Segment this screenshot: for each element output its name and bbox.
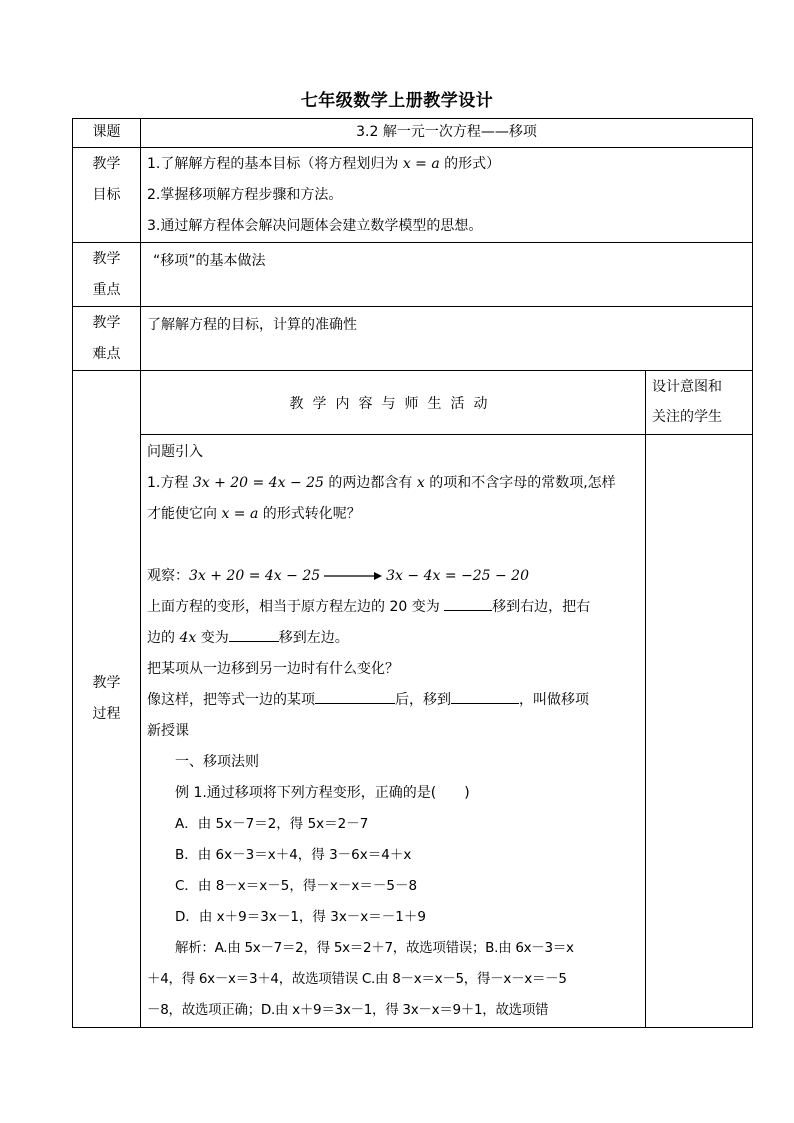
goals-label-line2: 目标 [92,187,121,203]
transform-4x: 4x [179,630,197,646]
side-notes-cell [646,435,753,1028]
analysis-line3: －8，故选项正确；D.由 x＋9＝3x－1，得 3x－x＝9＋1，故选项错 [147,1002,549,1018]
observation-left-eq: 3x + 20 = 4x − 25 [189,568,321,584]
goal-2: 2.掌握移项解方程步骤和方法。 [147,187,343,203]
new-lesson-heading: 新授课 [147,723,189,739]
process-label-line1: 教学 [92,675,121,691]
process-body-row [73,435,753,1028]
lesson-plan-table [72,118,753,1028]
transform-text-c: 边的 [147,630,180,646]
difficulty-label-line2: 难点 [92,346,121,362]
goals-row [73,148,753,243]
option-d: D．由 x＋9＝3x－1，得 3x－x＝－1＋9 [175,909,426,925]
q1-equation-2: x = a [221,506,259,522]
key-row [73,243,753,307]
right-arrow-icon [324,571,382,581]
definition-text-a: 像这样，把等式一边的某项 [147,692,315,708]
key-content: “移项”的基本做法 [141,243,753,307]
question-1-line2 [147,499,639,530]
option-a: A．由 5x－7＝2，得 5x＝2－7 [175,816,369,832]
fill-blank-4[interactable] [451,688,519,704]
content-header-text: 教学内容与师生活动 [289,395,497,412]
goal-1-math: x = a [402,156,440,172]
q1-variable: x [416,475,425,491]
topic-value: 3.2 解一元一次方程——移项 [141,119,753,148]
goals-label-line1: 教学 [92,156,121,172]
process-label-line2: 过程 [92,706,121,722]
option-b: B．由 6x－3＝x＋4，得 3－6x＝4＋x [175,847,412,863]
goals-content [141,148,753,243]
definition-line [147,685,639,716]
transform-text-a: 上面方程的变形，相当于原方程左边的 20 变为 [147,599,445,615]
q1-text-e: 的形式转化呢？ [258,506,361,522]
difficulty-row [73,307,753,371]
option-c: C．由 8－x＝x－5，得－x－x＝－5－8 [175,878,418,894]
q1-text-d: 才能使它向 [147,506,222,522]
transform-text-d: 变为 [196,630,229,646]
process-content [141,435,646,1028]
change-question: 把某项从一边移到另一边时有什么变化？ [147,661,399,677]
goal-1-text-b: 的形式） [439,156,501,172]
definition-text-b: 后，移到 [395,692,451,708]
observation-label: 观察： [147,568,189,584]
analysis-line2: ＋4，得 6x－x＝3＋4，故选项错误 C.由 8－x＝x－5，得－x－x＝－5 [147,971,567,987]
goal-1-text-a: 1.了解解方程的基本目标（将方程划归为 [147,156,403,172]
transform-text-b: 移到右边，把右 [492,599,591,615]
observation-line [147,561,639,592]
q1-text-c: 的项和不含字母的常数项,怎样 [424,475,616,491]
intro-heading: 问题引入 [147,444,203,460]
topic-label: 课题 [73,119,141,148]
difficulty-label [73,307,141,371]
fill-blank-1[interactable] [444,595,492,611]
fill-blank-2[interactable] [229,626,279,642]
difficulty-label-line1: 教学 [92,315,121,331]
q1-text-b: 的两边都含有 [323,475,417,491]
rule-title: 一、移项法则 [175,754,259,770]
content-header [141,371,646,435]
definition-text-c: ，叫做移项 [519,692,589,708]
side-header-line2: 关注的学生 [652,409,722,425]
example-1: 例 1.通过移项将下列方程变形，正确的是( ) [175,785,470,801]
spacer-line [147,530,639,561]
goals-label [73,148,141,243]
topic-row [73,119,753,148]
transform-text-e: 移到左边。 [278,630,349,646]
goal-1 [147,149,746,180]
side-header-line1: 设计意图和 [652,379,722,395]
process-header-row [73,371,753,435]
transform-line1 [147,592,639,623]
key-label [73,243,141,307]
side-header [646,371,753,435]
key-label-line1: 教学 [92,251,121,267]
difficulty-content: 了解解方程的目标，计算的准确性 [141,307,753,371]
transform-line2 [147,623,639,654]
observation-right-eq: 3x − 4x = −25 − 20 [386,568,529,584]
page-title: 七年级数学上册教学设计 [300,91,494,111]
goal-3: 3.通过解方程体会解决问题体会建立数学模型的思想。 [147,218,483,234]
q1-text-a: 1.方程 [147,475,193,491]
analysis-line1: 解析：A.由 5x－7＝2，得 5x＝2＋7，故选项错误；B.由 6x－3＝x [175,940,574,956]
question-1-line1 [147,468,639,499]
fill-blank-3[interactable] [315,688,395,704]
key-label-line2: 重点 [92,282,121,298]
q1-equation: 3x + 20 = 4x − 25 [192,475,324,491]
process-label [73,371,141,1028]
